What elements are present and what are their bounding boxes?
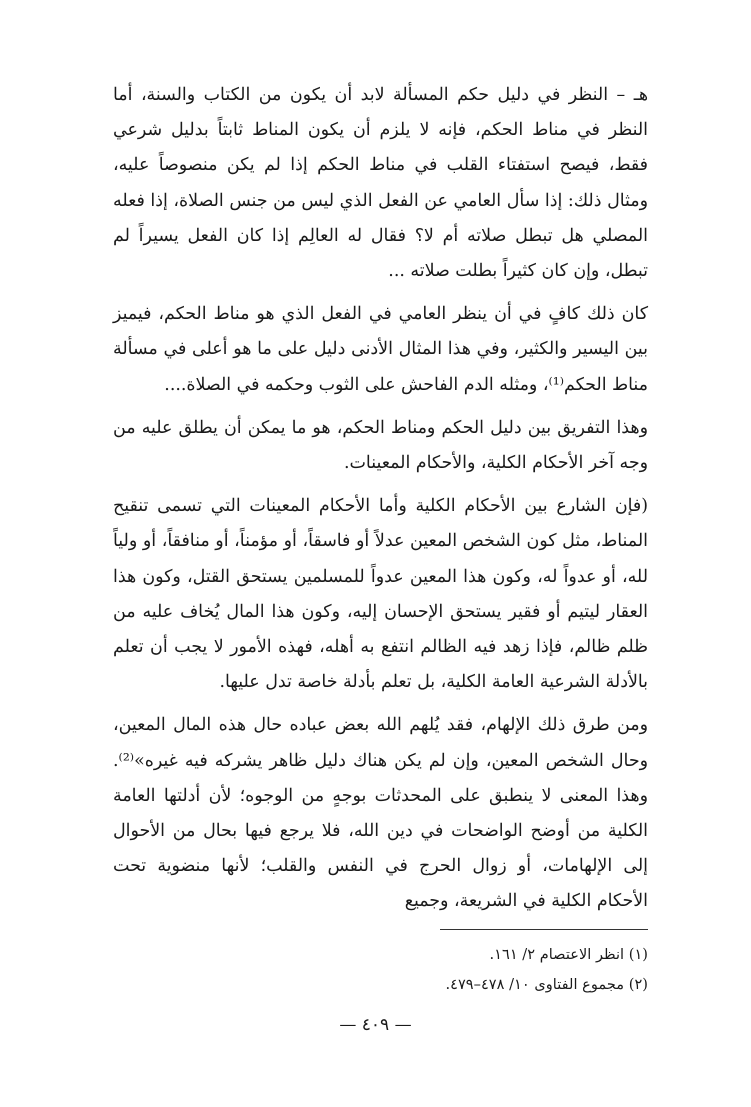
paragraph-1: هـ – النظر في دليل حكم المسألة لابد أن يكون من الكتاب والسنة، أما النظر في مناط الحكم، فإنه لا يلزم أن يكون المناط ثابتاً بدليل شرعي فقط، فيصح استفتاء القلب في مناط الحكم إذا لم يكن منصوصاً عليه، ومثال ذلك: إذا سأل العامي عن الفعل الذي ليس من جنس الصلاة، إذا فعله المصلي هل تبطل صلاته أم لا؟ فقال له العالِم إذا كان الفعل يسيراً لم تبطل، وإن كان كثيراً بطلت صلاته ...	[113, 85, 648, 282]
footnotes	[113, 940, 648, 1000]
paragraph-4: (فإن الشارع بين الأحكام الكلية وأما الأحكام المعينات التي تسمى تنقيح المناط، مثل كون الشخص المعين عدلاً أو فاسقاً، أو مؤمناً، أو منافقاً، أو ولياً لله، أو عدواً له، وكون هذا المعين عدواً للمسلمين يستحق القتل، وكون هذا العقار ليتيم أو فقير يستحق الإحسان إليه، وكون هذا المال يُخاف عليه من ظلم ظالم، فإذا زهد فيه الظالم انتفع به أهله، فهذه الأمور لا يجب أن تعلم بالأدلة الشرعية العامة الكلية، بل تعلم بأدلة خاصة تدل عليها.	[113, 496, 648, 693]
footnote-1: (١) انظر الاعتصام ٢/ ١٦١.	[489, 946, 648, 963]
paragraph-5: ومن طرق ذلك الإلهام، فقد يُلهم الله بعض عباده حال هذه المال المعين، وحال الشخص المعين، وإن لم يكن هناك دليل ظاهر يشركه فيه غيره»⁽²⁾. وهذا المعنى لا ينطبق على المحدثات بوجهٍ من الوجوه؛ لأن أدلتها العامة الكلية من أوضح الواضحات في دين الله، فلا يرجع فيها بحال من الأحوال إلى الإلهامات، أو زوال الحرج في النفس والقلب؛ لأنها منضوية تحت الأحكام الكلية في الشريعة، وجميع	[113, 715, 648, 912]
paragraph-2: كان ذلك كافٍ في أن ينظر العامي في الفعل الذي هو مناط الحكم، فيميز بين اليسير والكثير، وفي هذا المثال الأدنى دليل على ما هو أعلى في مسألة مناط الحكم⁽¹⁾، ومثله الدم الفاحش على الثوب وحكمه في الصلاة....	[113, 304, 648, 395]
page-body	[113, 78, 648, 928]
page-number: — ٤٠٩ —	[339, 1015, 412, 1035]
footnote-2: (٢) مجموع الفتاوى ١٠/ ٤٧٨–٤٧٩.	[445, 976, 648, 993]
footnote-separator	[440, 929, 648, 930]
paragraph-3: وهذا التفريق بين دليل الحكم ومناط الحكم، هو ما يمكن أن يطلق عليه من وجه آخر الأحكام الكلية، والأحكام المعينات.	[113, 417, 648, 474]
